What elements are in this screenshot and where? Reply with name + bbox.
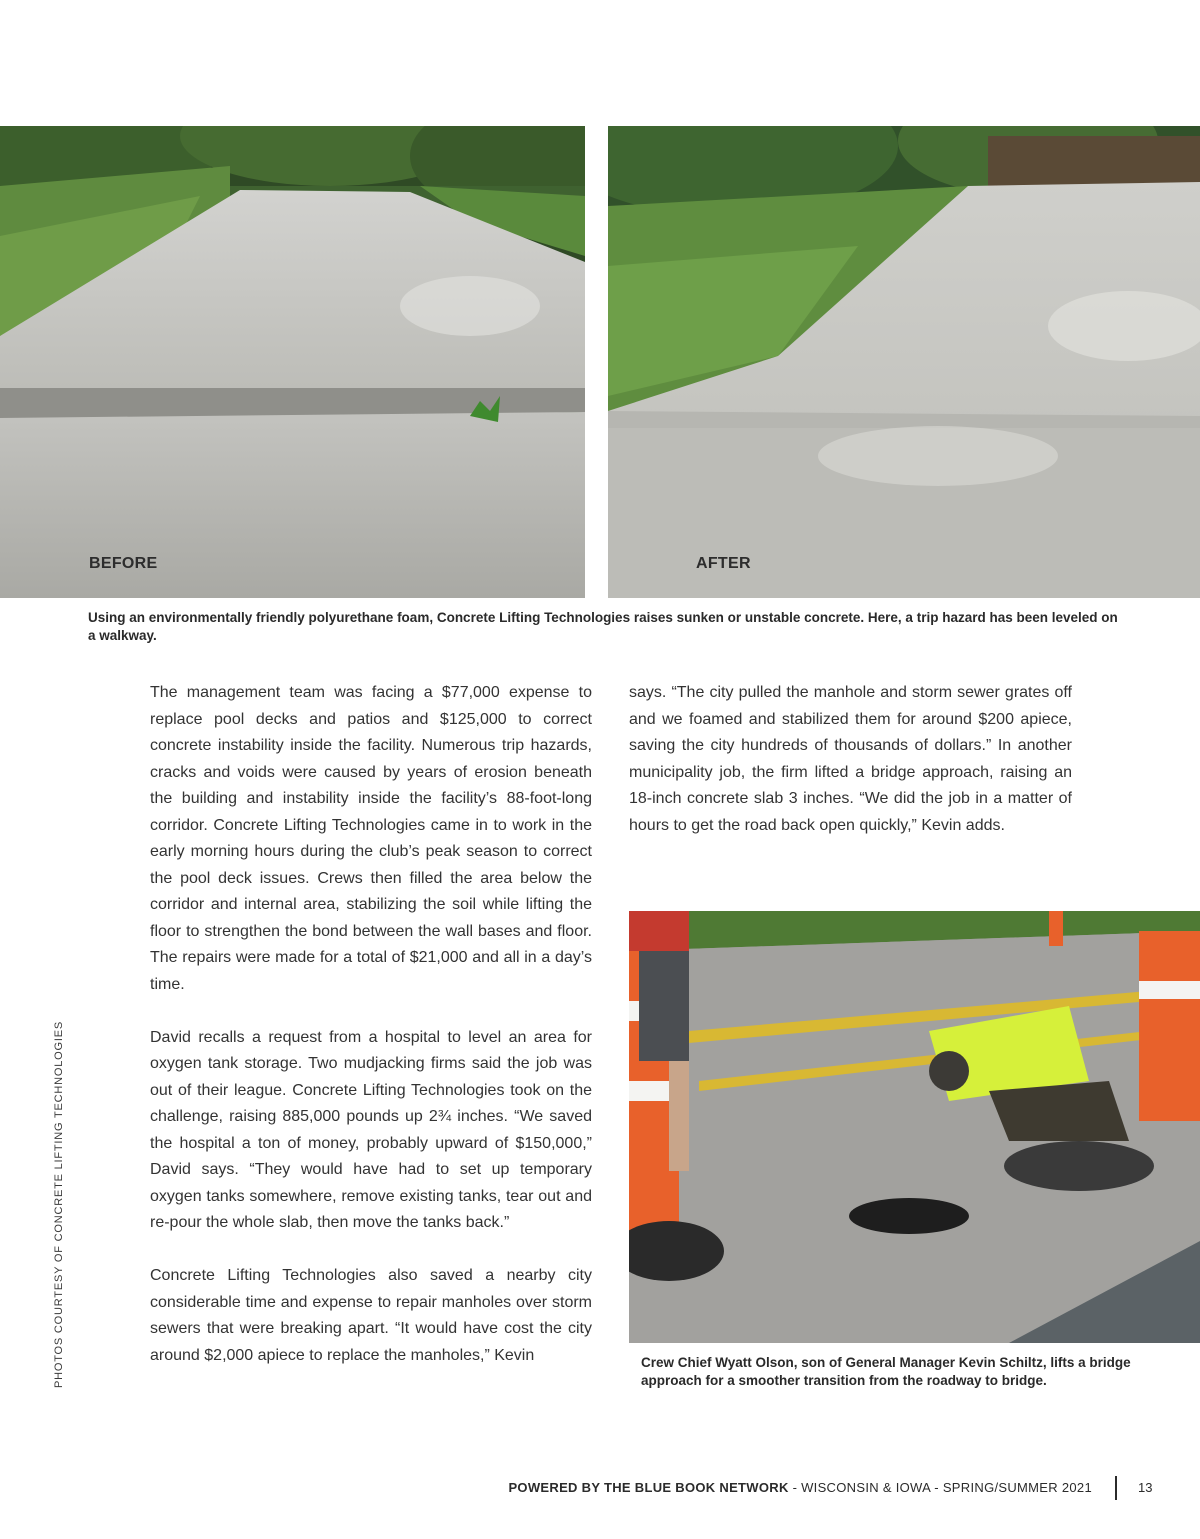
after-photo [608,126,1200,598]
article-column-left [150,680,592,1396]
photo-credit: PHOTOS COURTESY OF CONCRETE LIFTING TECHNOLOGIES [53,1020,65,1388]
footer-text [508,1480,1092,1495]
footer-edition: - WISCONSIN & IOWA - SPRING/SUMMER 2021 [788,1480,1092,1495]
before-photo [0,126,585,598]
footer-divider [1115,1476,1117,1500]
article-paragraph: says. “The city pulled the manhole and storm sewer grates off and we foamed and stabilized them for around $200 apiece, saving the city hundreds of thousands of dollars.” In another municipality job, the firm lifted a bridge approach, raising an 18-inch concrete slab 3 inches. “We did the job in a matter of hours to get the road back open quickly,” Kevin adds. [629,684,1072,834]
article-paragraph: Concrete Lifting Technologies also saved a nearby city considerable time and expense to repair manholes over storm sewers that were breaking apart. “It would have cost the city around $2,000 apiece to replace the manholes,” Kevin [150,1267,592,1364]
article-paragraph: David recalls a request from a hospital to level an area for oxygen tank storage. Two mudjacking firms said the job was out of their league. Concrete Lifting Technologies took on the challenge, raising 885,000 pounds up 2¾ inches. “We saved the hospital a ton of money, probably upward of $150,000,” David says. “They would have had to set up temporary oxygen tanks somewhere, remove existing tanks, tear out and re-pour the whole slab, then move the tanks back.” [150,1028,592,1231]
article-paragraph: The management team was facing a $77,000 expense to replace pool decks and patios and $125,000 to correct concrete instability inside the facility. Numerous trip hazards, cracks and voids were caused by years of erosion beneath the building and instability inside the facility’s 88-foot-long corridor. Concrete Lifting Technologies came in to work in the early morning hours during the club’s peak season to correct the pool deck issues. Crews then filled the area below the corridor and internal area, stabilizing the soil while lifting the floor to strengthen the bond between the wall bases and floor. The repairs were made for a total of $21,000 and all in a day’s time. [150,684,592,993]
article-column-right [629,680,1072,866]
footer-publication: POWERED BY THE BLUE BOOK NETWORK [508,1480,789,1495]
page-footer [0,1478,1200,1502]
page-number: 13 [1138,1480,1153,1495]
before-after-caption: Using an environmentally friendly polyurethane foam, Concrete Lifting Technologies raises sunken or unstable concrete. Here, a trip hazard has been leveled on a walkway. [88,610,1118,643]
after-label: AFTER [696,555,751,572]
crew-photo [629,911,1200,1343]
crew-photo-caption: Crew Chief Wyatt Olson, son of General Manager Kevin Schiltz, lifts a bridge approach for a smoother transition from the roadway to bridge. [641,1355,1131,1388]
before-label: BEFORE [89,555,158,572]
